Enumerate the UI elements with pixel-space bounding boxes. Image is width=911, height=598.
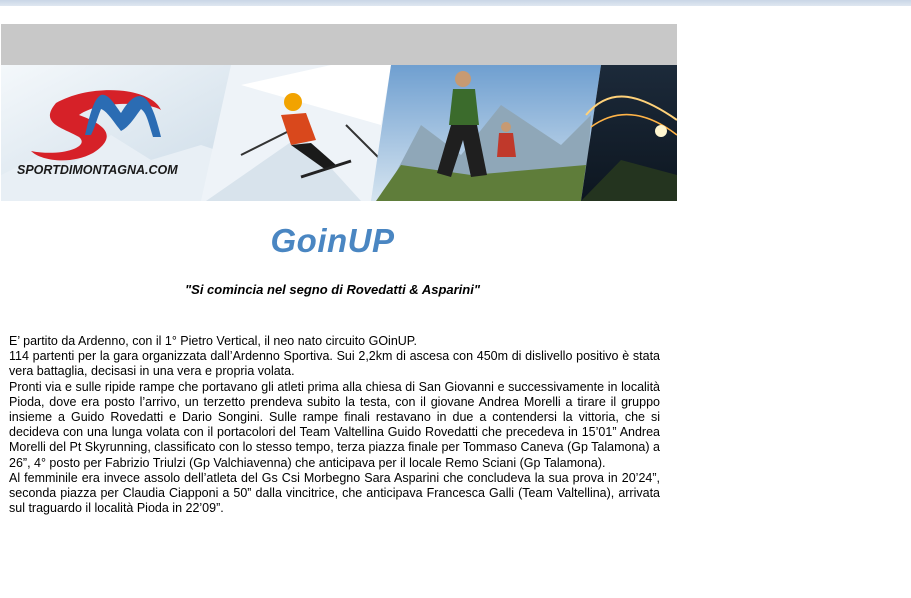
article-paragraph: E’ partito da Ardenno, con il 1° Pietro Vertical, il neo nato circuito GOinUP.	[9, 334, 417, 348]
window-top-border	[0, 0, 911, 6]
banner-image	[1, 65, 677, 201]
article-title: GoinUP	[270, 222, 395, 259]
article-subtitle: "Si comincia nel segno di Rovedatti & Asparini"	[184, 282, 480, 297]
logo-wordmark: SPORTDIMONTAGNA.COM	[17, 163, 178, 177]
header-gray-bar	[1, 24, 677, 65]
header-banner	[1, 65, 677, 201]
article-paragraph: Al femminile era invece assolo dell’atleta del Gs Csi Morbegno Sara Asparini che concludeva la sua prova in 20’24”, seconda piazza per Claudia Ciapponi a 50” dalla vincitrice, che anticipava Francesca Galli (Team Valtellina), arrivata sul traguardo il località Pioda in 22’09”.	[9, 470, 660, 516]
article-body	[9, 334, 660, 516]
article-paragraph: 114 partenti per la gara organizzata dall’Ardenno Sportiva. Sui 2,2km di ascesa con 450m di dislivello positivo è stata vera battaglia, decisasi in una vera e propria volata.	[9, 349, 660, 379]
article-paragraph: Pronti via e sulle ripide rampe che portavano gli atleti prima alla chiesa di San Giovanni e successivamente in località Pioda, dove era posto l’arrivo, un terzetto prendeva subito la testa, con il giovane Andrea Morelli a tirare il gruppo insieme a Guido Rovedatti e Dario Songini. Sulle rampe finali restavano in due a contendersi la vittoria, che si decideva con una lunga volata con il portacolori del Team Valtellina Guido Rovedatti che precedeva in 15’01” Andrea Morelli del Pt Skyrunning, classificato con lo stesso tempo, terza piazza finale per Tommaso Caneva (Gp Talamona) a 26”, 4° posto per Fabrizio Triulzi (Gp Valchiavenna) che anticipava per il locale Remo Sciani (Gp Talamona).	[9, 379, 660, 470]
